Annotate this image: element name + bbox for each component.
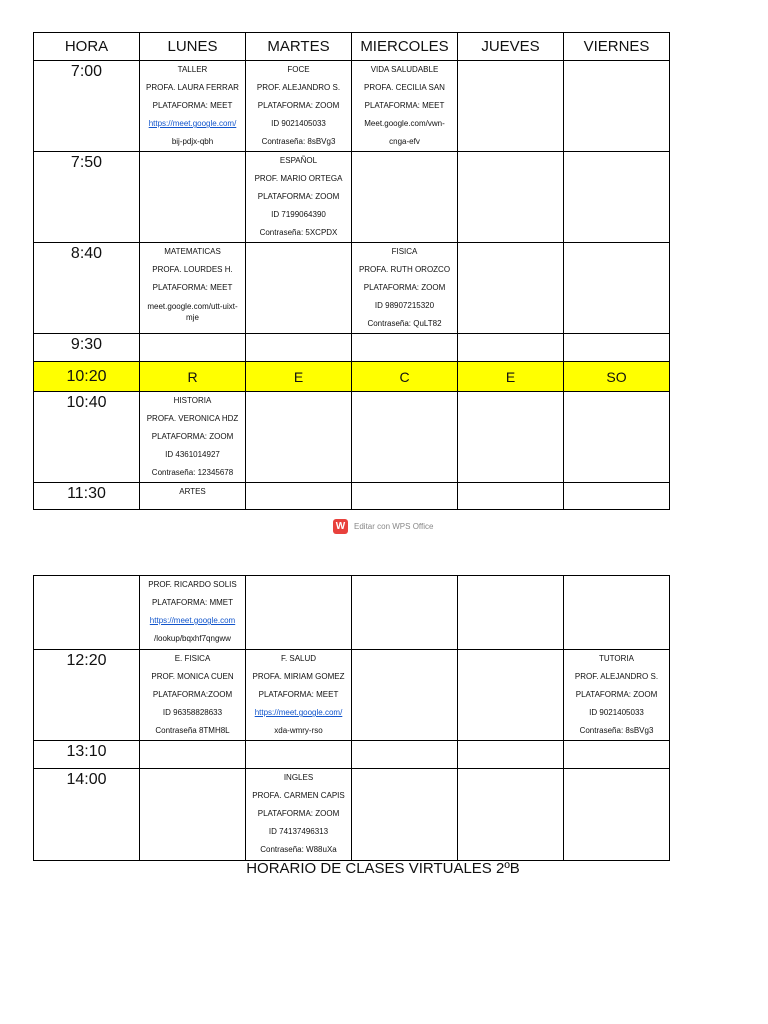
class-entry xyxy=(140,650,245,740)
class-entry xyxy=(140,243,245,323)
class-cell xyxy=(246,741,352,769)
class-detail: ID 98907215320 xyxy=(374,301,435,310)
class-detail: Contraseña: 8sBVg3 xyxy=(261,137,336,146)
class-cell xyxy=(352,243,458,334)
schedule-table-page-1 xyxy=(33,32,670,510)
wps-logo-icon: W xyxy=(333,519,348,534)
recess-letter: E xyxy=(246,362,352,392)
class-detail: PROFA. VERONICA HDZ xyxy=(146,414,239,423)
time-cell xyxy=(34,243,140,334)
time-cell xyxy=(34,152,140,243)
time-label: 7:00 xyxy=(70,63,103,80)
class-detail: PROFA. MIRIAM GOMEZ xyxy=(252,672,345,681)
time-label: 13:10 xyxy=(66,743,107,760)
class-detail: meet.google.com/utt-uixt-mje xyxy=(147,302,238,322)
class-subject: MATEMATICAS xyxy=(164,247,221,256)
class-cell xyxy=(140,576,246,650)
class-entry xyxy=(352,243,457,333)
class-cell xyxy=(564,392,670,483)
class-detail: PROF. ALEJANDRO S. xyxy=(574,672,659,681)
class-detail: PLATAFORMA: ZOOM xyxy=(257,101,340,110)
class-detail: ID 9021405033 xyxy=(271,119,326,128)
time-label: 14:00 xyxy=(66,771,107,788)
time-cell xyxy=(34,576,140,650)
class-detail: ID 9021405033 xyxy=(589,708,644,717)
class-detail: PROF. MONICA CUEN xyxy=(151,672,234,681)
class-detail: PLATAFORMA: MEET xyxy=(152,101,233,110)
class-subject: TUTORIA xyxy=(599,654,634,663)
header-jueves: JUEVES xyxy=(458,33,564,61)
class-detail: PROF. ALEJANDRO S. xyxy=(256,83,341,92)
class-cell xyxy=(564,769,670,861)
schedule-row xyxy=(34,392,670,483)
class-cell xyxy=(140,483,246,510)
schedule-row xyxy=(34,334,670,362)
class-cell xyxy=(352,61,458,152)
class-cell xyxy=(352,152,458,243)
class-cell xyxy=(246,152,352,243)
class-detail: PROFA. RUTH OROZCO xyxy=(358,265,451,274)
class-cell xyxy=(140,152,246,243)
class-detail: Contraseña: W88uXa xyxy=(260,845,337,854)
class-subject: PROF. RICARDO SOLIS xyxy=(148,580,237,589)
class-cell xyxy=(458,769,564,861)
class-cell xyxy=(564,152,670,243)
class-entry xyxy=(352,61,457,151)
meeting-link[interactable]: https://meet.google.com xyxy=(149,616,236,625)
time-cell xyxy=(34,483,140,510)
class-detail: PROFA. LOURDES H. xyxy=(152,265,233,274)
class-subject: HISTORIA xyxy=(173,396,212,405)
header-martes: MARTES xyxy=(246,33,352,61)
class-entry xyxy=(140,392,245,482)
class-detail: ID 4361014927 xyxy=(165,450,220,459)
class-detail: Contraseña 8TMH8L xyxy=(155,726,230,735)
class-detail: Contraseña: 5XCPDX xyxy=(259,228,338,237)
class-detail: PLATAFORMA: MEET xyxy=(258,690,339,699)
class-cell xyxy=(352,576,458,650)
class-cell xyxy=(140,650,246,741)
class-cell xyxy=(246,576,352,650)
header-viernes: VIERNES xyxy=(564,33,670,61)
schedule-row xyxy=(34,61,670,152)
header-hora: HORA xyxy=(34,33,140,61)
class-detail: PROFA. LAURA FERRAR xyxy=(146,83,239,92)
schedule-row xyxy=(34,769,670,861)
class-cell xyxy=(246,392,352,483)
class-cell xyxy=(352,334,458,362)
schedule-row xyxy=(34,576,670,650)
time-cell xyxy=(34,769,140,861)
class-cell xyxy=(352,650,458,741)
class-entry xyxy=(140,61,245,151)
class-detail: PLATAFORMA: ZOOM xyxy=(257,192,340,201)
class-entry xyxy=(140,483,245,501)
class-entry xyxy=(140,576,245,648)
class-subject: TALLER xyxy=(177,65,208,74)
class-cell xyxy=(458,243,564,334)
class-detail: PLATAFORMA: ZOOM xyxy=(363,283,446,292)
class-cell xyxy=(140,741,246,769)
schedule-row xyxy=(34,152,670,243)
class-detail: cnga-efv xyxy=(389,137,420,146)
class-entry xyxy=(564,650,669,740)
class-detail: ID 74137496313 xyxy=(268,827,329,836)
class-entry xyxy=(246,61,351,151)
schedule-row xyxy=(34,483,670,510)
class-cell xyxy=(140,392,246,483)
class-cell xyxy=(564,61,670,152)
time-cell xyxy=(34,334,140,362)
schedule-caption: HORARIO DE CLASES VIRTUALES 2ºB xyxy=(246,860,520,877)
class-cell xyxy=(564,483,670,510)
class-detail: PROFA. CARMEN CAPIS xyxy=(252,791,345,800)
recess-letter: C xyxy=(352,362,458,392)
time-label: 7:50 xyxy=(70,154,103,171)
class-cell xyxy=(140,769,246,861)
time-label xyxy=(34,576,139,578)
class-cell xyxy=(246,650,352,741)
class-cell xyxy=(564,334,670,362)
class-subject: FOCE xyxy=(287,65,310,74)
class-subject: F. SALUD xyxy=(280,654,317,663)
time-cell xyxy=(34,61,140,152)
class-detail: PROFA. CECILIA SAN xyxy=(364,83,445,92)
schedule-table-page-2 xyxy=(33,575,670,861)
class-cell xyxy=(246,61,352,152)
class-cell xyxy=(140,334,246,362)
header-row xyxy=(34,33,670,61)
class-cell xyxy=(458,334,564,362)
time-label: 12:20 xyxy=(66,652,107,669)
class-detail: xda-wmry-rso xyxy=(274,726,323,735)
class-detail: PROF. MARIO ORTEGA xyxy=(254,174,343,183)
recess-letter: E xyxy=(458,362,564,392)
class-cell xyxy=(246,769,352,861)
time-label: 9:30 xyxy=(70,336,103,353)
class-cell xyxy=(564,650,670,741)
class-detail: ID 96358828633 xyxy=(162,708,223,717)
class-detail: Contraseña: 8sBVg3 xyxy=(579,726,654,735)
class-subject: INGLES xyxy=(283,773,314,782)
time-cell xyxy=(34,650,140,741)
schedule-row xyxy=(34,650,670,741)
class-cell xyxy=(458,152,564,243)
class-subject: ARTES xyxy=(179,487,206,496)
time-label: 10:40 xyxy=(66,394,107,411)
time-label: 8:40 xyxy=(70,245,103,262)
class-subject: FISICA xyxy=(391,247,418,256)
meeting-link[interactable]: https://meet.google.com/ xyxy=(254,708,343,717)
schedule-row xyxy=(34,741,670,769)
class-detail: Contraseña: QuLT82 xyxy=(367,319,442,328)
class-cell xyxy=(246,483,352,510)
class-entry xyxy=(246,650,351,740)
class-entry xyxy=(246,152,351,242)
class-detail: ID 7199064390 xyxy=(271,210,326,219)
class-cell xyxy=(458,61,564,152)
wps-edit-banner[interactable] xyxy=(333,519,433,534)
schedule-row xyxy=(34,243,670,334)
class-cell xyxy=(352,769,458,861)
class-detail: Contraseña: 12345678 xyxy=(151,468,234,477)
class-cell xyxy=(458,576,564,650)
class-detail: /lookup/bqxhf7qngww xyxy=(154,634,231,643)
class-subject: E. FISICA xyxy=(174,654,211,663)
recess-letter: SO xyxy=(564,362,670,392)
class-cell xyxy=(564,576,670,650)
class-cell xyxy=(352,392,458,483)
class-cell xyxy=(458,650,564,741)
class-cell xyxy=(458,483,564,510)
class-cell xyxy=(352,483,458,510)
class-cell xyxy=(564,243,670,334)
time-label: 11:30 xyxy=(67,485,106,502)
class-detail: Meet.google.com/vwn- xyxy=(364,119,445,128)
class-detail: PLATAFORMA:ZOOM xyxy=(152,690,233,699)
class-cell xyxy=(246,334,352,362)
class-subject: VIDA SALUDABLE xyxy=(370,65,439,74)
class-detail: bij-pdjx-qbh xyxy=(171,137,214,146)
class-detail: PLATAFORMA: ZOOM xyxy=(575,690,658,699)
recess-row xyxy=(34,362,670,392)
header-lunes: LUNES xyxy=(140,33,246,61)
time-cell xyxy=(34,741,140,769)
recess-letter: R xyxy=(140,362,246,392)
recess-time: 10:20 xyxy=(34,362,140,392)
class-cell xyxy=(246,243,352,334)
class-entry xyxy=(246,769,351,859)
meeting-link[interactable]: https://meet.google.com/ xyxy=(148,119,237,128)
class-subject: ESPAÑOL xyxy=(279,156,318,165)
wps-edit-label[interactable]: Editar con WPS Office xyxy=(354,522,434,531)
class-cell xyxy=(564,741,670,769)
class-cell xyxy=(458,741,564,769)
header-miercoles: MIERCOLES xyxy=(352,33,458,61)
class-cell xyxy=(352,741,458,769)
class-cell xyxy=(458,392,564,483)
class-cell xyxy=(140,243,246,334)
class-detail: PLATAFORMA: MEET xyxy=(152,283,233,292)
class-detail: PLATAFORMA: MEET xyxy=(364,101,445,110)
time-cell xyxy=(34,392,140,483)
class-cell xyxy=(140,61,246,152)
class-detail: PLATAFORMA: ZOOM xyxy=(257,809,340,818)
class-detail: PLATAFORMA: ZOOM xyxy=(151,432,234,441)
class-detail: PLATAFORMA: MMET xyxy=(151,598,234,607)
